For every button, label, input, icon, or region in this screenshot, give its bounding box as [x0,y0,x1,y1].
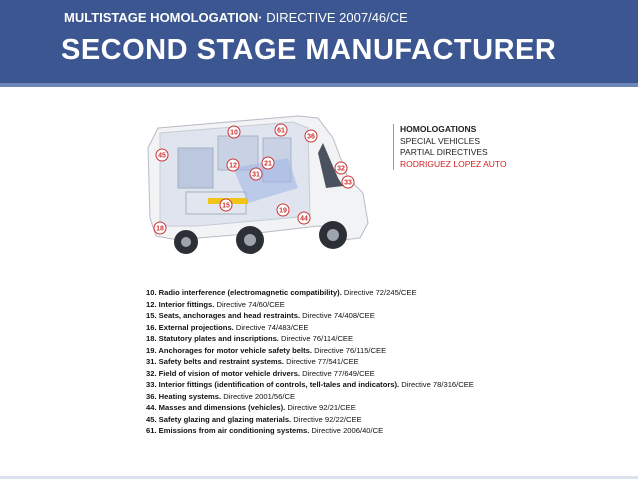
directive-reference: Directive 76/114/CEE [278,334,354,343]
van-marker-12 [227,159,239,171]
subtitle-rest: DIRECTIVE 2007/46/CE [262,10,408,25]
svg-text:18: 18 [156,225,164,233]
slide-title: SECOND STAGE MANUFACTURER [61,34,557,66]
slide-subtitle [64,10,408,25]
directive-title: 61. Emissions from air conditioning systems. [146,426,310,435]
directive-title: 32. Field of vision of motor vehicle drivers. [146,368,301,378]
directive-reference: Directive 2001/56/CE [221,391,296,401]
van-marker-44 [298,212,310,224]
van-marker-33 [342,176,354,188]
directive-item [146,345,626,357]
svg-text:31: 31 [252,171,260,179]
badge-line-1: HOMOLOGATIONS [400,124,477,134]
ambulance-van-illustration [138,108,378,278]
header-bar [0,0,638,83]
directive-reference: Directive 74/408/CEE [300,311,375,320]
directive-reference: Directive 74/483/CEE [233,322,309,332]
svg-text:21: 21 [264,160,272,168]
badge-line-3: PARTIAL DIRECTIVES [400,147,488,157]
directive-reference: Directive 78/316/CEE [399,380,474,389]
svg-text:32: 32 [337,165,345,173]
svg-text:45: 45 [158,152,166,160]
van-marker-31 [250,168,262,180]
directive-reference: Directive 92/21/CEE [285,403,356,412]
directive-title: 44. Masses and dimensions (vehicles). [146,403,286,412]
svg-text:44: 44 [300,215,308,223]
directive-title: 31. Safety belts and restraint systems. [146,357,285,366]
directive-reference: Directive 74/60/CEE [214,299,285,309]
directive-item [146,379,626,391]
directive-item [146,310,626,322]
directive-item [146,356,626,368]
svg-text:61: 61 [277,127,285,135]
directive-item [146,322,626,334]
directive-title: 33. Interior fittings (identification of controls, tell-tales and indicators). [146,380,400,389]
directive-title: 19. Anchorages for motor vehicle safety belts. [146,345,312,355]
directive-item [146,425,626,437]
directive-title: 10. Radio interference (electromagnetic compatibility). [146,288,342,297]
van-marker-32 [335,162,347,174]
subtitle-bold: MULTISTAGE HOMOLOGATION· [64,10,263,25]
directive-reference: Directive 76/115/CEE [312,345,387,355]
directive-title: 16. External projections. [146,322,234,332]
van-marker-15 [220,199,232,211]
directive-list [146,287,626,437]
van-marker-21 [262,157,274,169]
svg-text:10: 10 [230,129,238,137]
directive-item [146,368,626,380]
directive-item [146,391,626,403]
directive-item [146,414,626,426]
svg-text:36: 36 [307,133,315,141]
svg-text:33: 33 [344,179,352,187]
homologation-badge [393,124,507,170]
van-marker-45 [156,149,168,161]
directive-title: 18. Statutory plates and inscriptions. [146,334,279,343]
van-marker-10 [228,126,240,138]
directive-item [146,402,626,414]
directive-reference: Directive 77/541/CEE [284,357,359,366]
svg-text:19: 19 [279,207,287,215]
directive-reference: Directive 72/245/CEE [341,288,417,297]
directive-item [146,287,626,299]
directive-title: 12. Interior fittings. [146,299,215,309]
directive-item [146,299,626,311]
directive-item [146,333,626,345]
directive-title: 45. Safety glazing and glazing materials. [146,414,292,424]
svg-text:15: 15 [222,202,230,210]
svg-text:12: 12 [229,162,237,170]
directive-reference: Directive 77/649/CEE [300,368,375,378]
directive-reference: Directive 92/22/CEE [291,414,362,424]
directive-reference: Directive 2006/40/CE [309,426,384,435]
directive-title: 36. Heating systems. [146,391,222,401]
badge-line-2: SPECIAL VEHICLES [400,135,480,146]
van-marker-61 [275,124,287,136]
van-marker-18 [154,222,166,234]
van-marker-36 [305,130,317,142]
van-marker-19 [277,204,289,216]
directive-title: 15. Seats, anchorages and head restraints. [146,311,301,320]
badge-line-4: RODRIGUEZ LOPEZ AUTO [400,158,507,169]
